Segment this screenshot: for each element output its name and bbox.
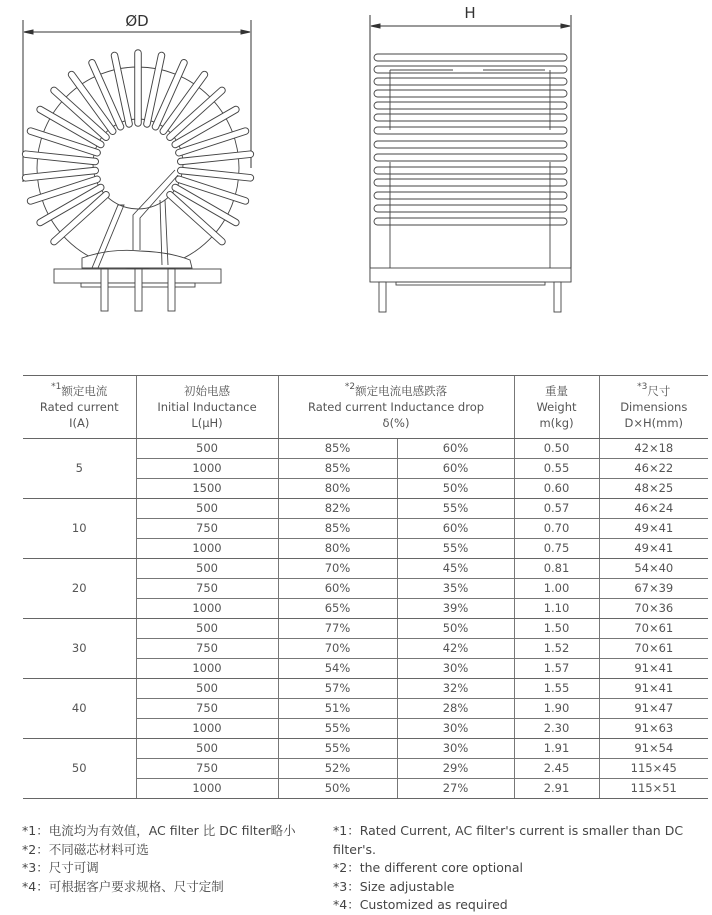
weight-cell: 0.50 [514,439,599,459]
table-row [23,619,708,639]
drop-cell-b: 60% [397,519,514,539]
weight-cell: 1.91 [514,739,599,759]
drop-cell-a: 55% [278,719,397,739]
drop-cell-b: 35% [397,579,514,599]
drop-cell-a: 55% [278,739,397,759]
dimensions-cell: 91×54 [599,739,708,759]
side-winding-turn [374,102,567,109]
drop-cell-a: 51% [278,699,397,719]
header-rated-current [23,376,136,439]
dimensions-cell: 49×41 [599,539,708,559]
drop-cell-a: 77% [278,619,397,639]
dimensions-cell: 46×22 [599,459,708,479]
header-cn: 额定电流电感跌落 [355,384,448,398]
specification-table [23,375,708,799]
footnote-marker: *2 [344,382,356,392]
drop-cell-b: 32% [397,679,514,699]
header-en: Rated current [39,400,119,414]
table-row [23,739,708,759]
table-row [23,499,708,519]
drop-cell-b: 27% [397,779,514,799]
drop-cell-a: 52% [278,759,397,779]
weight-cell: 0.60 [514,479,599,499]
dimensions-cell: 54×40 [599,559,708,579]
drop-cell-b: 60% [397,459,514,479]
table-row [23,439,708,459]
inductance-cell: 1000 [136,779,278,799]
inductance-cell: 1000 [136,659,278,679]
inductance-cell: 750 [136,699,278,719]
inductance-cell: 500 [136,739,278,759]
footnote-item: *1：Rated Current, AC filter's current is smaller than DC filter's. [333,823,684,857]
drop-cell-a: 85% [278,459,397,479]
toroid-windings [26,53,251,242]
footnote-item: *4：Customized as required [333,897,508,912]
dimensions-cell: 91×63 [599,719,708,739]
drop-cell-a: 80% [278,479,397,499]
toroid-top-view-drawing [0,0,300,320]
header-cn: 初始电感 [184,384,230,398]
weight-cell: 2.30 [514,719,599,739]
dimensions-cell: 42×18 [599,439,708,459]
header-initial-inductance [136,376,278,439]
drop-cell-b: 55% [397,499,514,519]
dimensions-cell: 115×51 [599,779,708,799]
inductance-cell: 500 [136,559,278,579]
drop-cell-b: 29% [397,759,514,779]
dimensions-cell: 70×36 [599,599,708,619]
inductance-cell: 500 [136,499,278,519]
inductance-cell: 1000 [136,719,278,739]
side-winding-turn [374,141,567,148]
drop-cell-b: 39% [397,599,514,619]
dimensions-cell: 48×25 [599,479,708,499]
drop-cell-a: 57% [278,679,397,699]
table-header-row [23,376,708,439]
side-core-and-base [370,70,571,312]
side-winding-turn [374,114,567,121]
side-winding-turn [374,78,567,85]
dimensions-cell: 70×61 [599,619,708,639]
header-cn: 额定电流 [61,384,108,398]
dimensions-cell: 49×41 [599,519,708,539]
footnote-marker: *3 [637,382,648,392]
header-unit: L(μH) [191,416,223,430]
weight-cell: 1.00 [514,579,599,599]
inductance-cell: 750 [136,759,278,779]
drop-cell-a: 54% [278,659,397,679]
side-winding-turn [374,54,567,61]
dimensions-cell: 91×41 [599,679,708,699]
drop-cell-b: 60% [397,439,514,459]
header-dimensions [599,376,708,439]
weight-cell: 0.55 [514,459,599,479]
drop-cell-a: 85% [278,519,397,539]
base-and-pins [54,170,221,311]
footnote-item: *1：电流均为有效值，AC filter 比 DC filter略小 [22,823,296,838]
footnotes-english [333,822,712,915]
height-label: H [464,4,476,22]
dimensions-cell: 46×24 [599,499,708,519]
dimensions-cell: 91×41 [599,659,708,679]
footnote-item: *4：可根据客户要求规格、尺寸定制 [22,878,224,894]
side-windings [374,54,567,225]
weight-cell: 1.10 [514,599,599,619]
side-winding-turn [374,90,567,97]
winding-turn [26,170,96,177]
rated-current-cell: 40 [23,679,136,739]
header-unit: D×H(mm) [624,416,684,430]
drop-cell-b: 55% [397,539,514,559]
header-unit: δ(%) [382,416,410,430]
footnote-marker: *1 [51,382,62,392]
weight-cell: 2.91 [514,779,599,799]
winding-turn [181,170,251,177]
winding-turn [181,154,251,161]
drop-cell-b: 45% [397,559,514,579]
inductance-cell: 500 [136,619,278,639]
inductance-cell: 750 [136,519,278,539]
header-unit: m(kg) [539,416,574,430]
side-winding-turn [374,205,567,212]
side-winding-turn [374,179,567,186]
header-en: Initial Inductance [157,400,257,414]
drop-cell-b: 30% [397,719,514,739]
inductance-cell: 1000 [136,459,278,479]
header-en: Rated current Inductance drop [307,400,485,414]
dimensions-cell: 91×47 [599,699,708,719]
dimensions-cell: 70×61 [599,639,708,659]
drop-cell-a: 70% [278,559,397,579]
side-winding-turn [374,66,567,73]
drop-cell-a: 85% [278,439,397,459]
footnote-item: *3：Size adjustable [333,878,455,894]
weight-cell: 1.50 [514,619,599,639]
side-winding-turn [374,127,567,134]
inductance-cell: 1500 [136,479,278,499]
rated-current-cell: 20 [23,559,136,619]
drop-cell-b: 50% [397,619,514,639]
toroid-side-view-drawing [350,0,600,320]
weight-cell: 0.70 [514,519,599,539]
rated-current-cell: 10 [23,499,136,559]
rated-current-cell: 50 [23,739,136,799]
winding-turn [26,154,96,161]
diameter-label: ØD [125,12,149,30]
drop-cell-a: 50% [278,779,397,799]
drop-cell-a: 70% [278,639,397,659]
drop-cell-b: 30% [397,659,514,679]
dimensions-cell: 67×39 [599,579,708,599]
drop-cell-b: 42% [397,639,514,659]
weight-cell: 1.90 [514,699,599,719]
weight-cell: 1.52 [514,639,599,659]
drop-cell-a: 65% [278,599,397,619]
rated-current-cell: 5 [23,439,136,499]
drop-cell-a: 80% [278,539,397,559]
inductance-cell: 500 [136,439,278,459]
side-winding-turn [374,192,567,199]
inductance-cell: 500 [136,679,278,699]
drop-cell-b: 50% [397,479,514,499]
inductance-cell: 1000 [136,599,278,619]
side-winding-turn [374,167,567,174]
header-cn: 尺寸 [647,384,671,398]
header-en: Dimensions [620,400,688,414]
footnote-item: *2：不同磁芯材料可选 [22,841,149,857]
inductance-cell: 750 [136,639,278,659]
table-row [23,679,708,699]
header-cn: 重量 [545,384,569,398]
side-winding-turn [374,154,567,161]
drop-cell-b: 28% [397,699,514,719]
header-en: Weight [536,400,577,414]
weight-cell: 0.57 [514,499,599,519]
header-inductance-drop [278,376,514,439]
footnote-item: *3：尺寸可调 [22,860,99,875]
height-dimension [370,15,571,282]
weight-cell: 0.75 [514,539,599,559]
inductance-cell: 750 [136,579,278,599]
drop-cell-a: 60% [278,579,397,599]
drop-cell-a: 82% [278,499,397,519]
weight-cell: 0.81 [514,559,599,579]
header-unit: I(A) [69,416,90,430]
weight-cell: 2.45 [514,759,599,779]
inductance-cell: 1000 [136,539,278,559]
table-row [23,559,708,579]
footnote-item: *2：the different core optional [333,860,523,875]
footnotes-chinese [22,822,296,896]
rated-current-cell: 30 [23,619,136,679]
header-weight [514,376,599,439]
drop-cell-b: 30% [397,739,514,759]
dimensions-cell: 115×45 [599,759,708,779]
weight-cell: 1.57 [514,659,599,679]
weight-cell: 1.55 [514,679,599,699]
side-winding-turn [374,218,567,225]
